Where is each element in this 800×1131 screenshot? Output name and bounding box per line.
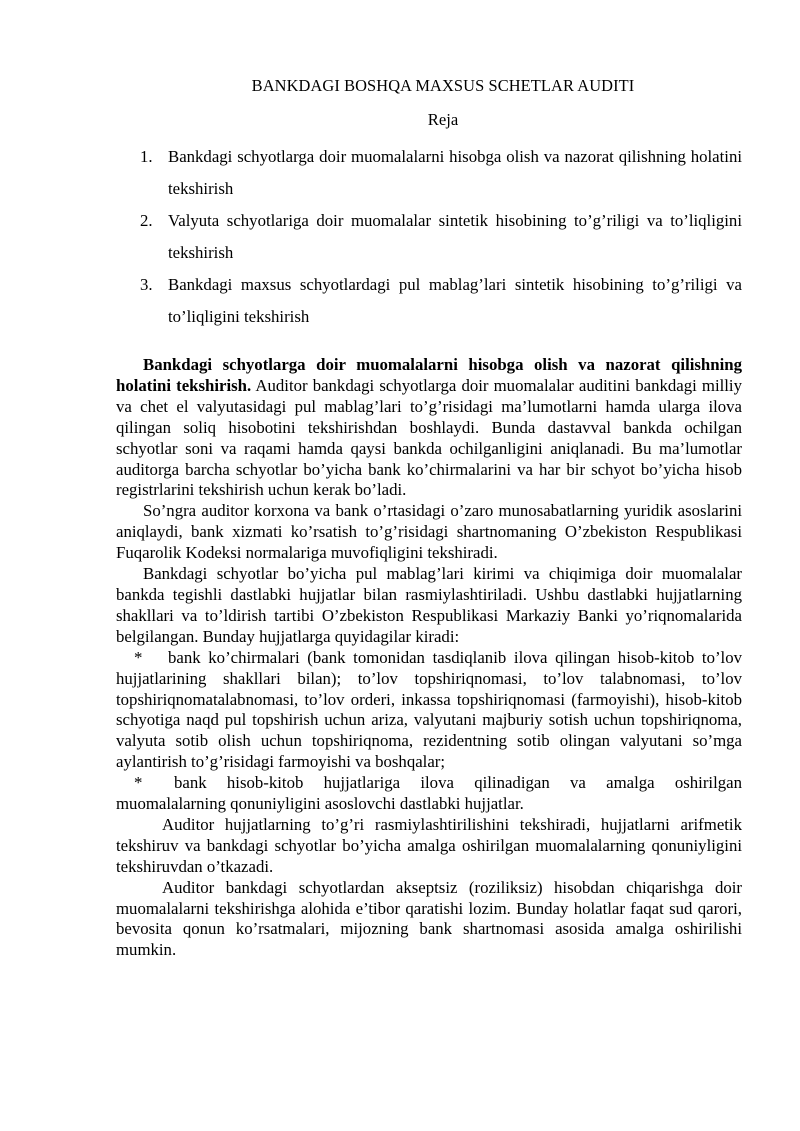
plan-heading: Reja xyxy=(427,110,459,129)
plan-item-number: 2. xyxy=(140,211,153,230)
plan-list xyxy=(140,141,742,333)
bullet-marker: * xyxy=(134,773,143,793)
plan-item xyxy=(140,269,742,333)
plan-item-text: Valyuta schyotlariga doir muomalalar sintetik hisobining to’g’riligi va to’liqligini tekshirish xyxy=(168,211,742,262)
paragraph: So’ngra auditor korxona va bank o’rtasidagi o’zaro munosabatlarning yuridik asoslarini aniqlaydi, bank xizmati ko’rsatish to’g’risidagi shartnomaning O’zbekiston Respublikasi Fuqarolik Kodeksi normalariga muvofiqligini tekshiradi. xyxy=(116,501,742,563)
paragraph: Auditor hujjatlarning to’g’ri rasmiylashtirilishini tekshiradi, hujjatlarni arifmetik tekshiruv va bankdagi schyotlar bo’yicha amalga oshirilgan muomalalarning qonuniyligini tekshiruvdan o’tkazadi. xyxy=(116,814,742,876)
paragraph: Auditor bankdagi schyotlardan akseptsiz (roziliksiz) hisobdan chiqarishga doir muomalalarni tekshirishga alohida e’tibor qaratishi lozim. Bunday holatlar faqat sud qarori, bevosita qonun ko’rsatmalari, mijozning bank shartnomasi asosida amalga oshirilishi mumkin. xyxy=(116,877,742,960)
document-title: BANKDAGI BOSHQA MAXSUS SCHETLAR AUDITI xyxy=(251,76,635,95)
bullet-text: bank ko’chirmalari (bank tomonidan tasdiqlanib ilova qilingan hisob-kitob to’lov hujjatlarining shakllari bilan); to’lov topshiriqnomasi, to’lov talabnomasi, to’lov topshiriqnomatalabnomasi, to’lov orderi, inkassa topshiriqnomasi (farmoyishi), hisob-kitob schyotiga naqd pul topshirish uchun ariza, valyutani majburiy sotish uchun topshiriqnoma, valyuta sotib olish uchun topshiriqnoma, rezidentning sotib olingan valyutani so’mga aylantirish to’g’risidagi farmoyishi va boshqalar; xyxy=(116,647,742,772)
bullet-paragraph xyxy=(116,773,742,815)
plan-item-number: 1. xyxy=(140,147,153,166)
plan-item xyxy=(140,141,742,205)
plan-item xyxy=(140,205,742,269)
bullet-paragraph xyxy=(116,648,742,773)
body-text xyxy=(116,355,742,961)
plan-item-number: 3. xyxy=(140,275,153,294)
paragraph xyxy=(116,355,742,501)
plan-item-text: Bankdagi schyotlarga doir muomalalarni hisobga olish va nazorat qilishning holatini tekshirish xyxy=(168,147,742,198)
paragraph: Bankdagi schyotlar bo’yicha pul mablag’lari kirimi va chiqimiga doir muomalalar bankda tegishli dastlabki hujjatlar bilan rasmiylashtiriladi. Ushbu dastlabki hujjatlarning shakllari va to’ldirish tartibi O’zbekiston Respublikasi Markaziy Banki yo’riqnomalarida belgilangan. Bunday hujjatlarga quyidagilar kiradi: xyxy=(116,564,742,646)
bullet-text: bank hisob-kitob hujjatlariga ilova qilinadigan va amalga oshirilgan muomalalarning qonuniyligini asoslovchi dastlabki hujjatlar. xyxy=(116,773,742,814)
paragraph-text: Auditor bankdagi schyotlarga doir muomalalar auditini bankdagi milliy va chet el valyutasidagi pul mablag’lari to’g’risidagi ma’lumotlarni hamda ularga ilova qilingan soliq hisobotini tekshirishdan boshlaydi. Bunda dastavval bankda ochilgan schyotlar soni va raqami hamda qaysi bankda ochilganligini aniqlanadi. Bu ma’lumotlar auditorga barcha schyotlar bo’yicha bank ko’chirmalarini va har bir schyot bo’yicha hisob registrlarini tekshirish uchun kerak bo’ladi. xyxy=(116,375,742,500)
bullet-marker: * xyxy=(134,647,143,667)
section-heading: Bankdagi schyotlarga doir muomalalarni hisobga olish va nazorat qilishning holatini tekshirish. xyxy=(116,355,742,395)
plan-item-text: Bankdagi maxsus schyotlardagi pul mablag’lari sintetik hisobining to’g’riligi va to’liqligini tekshirish xyxy=(168,275,742,326)
